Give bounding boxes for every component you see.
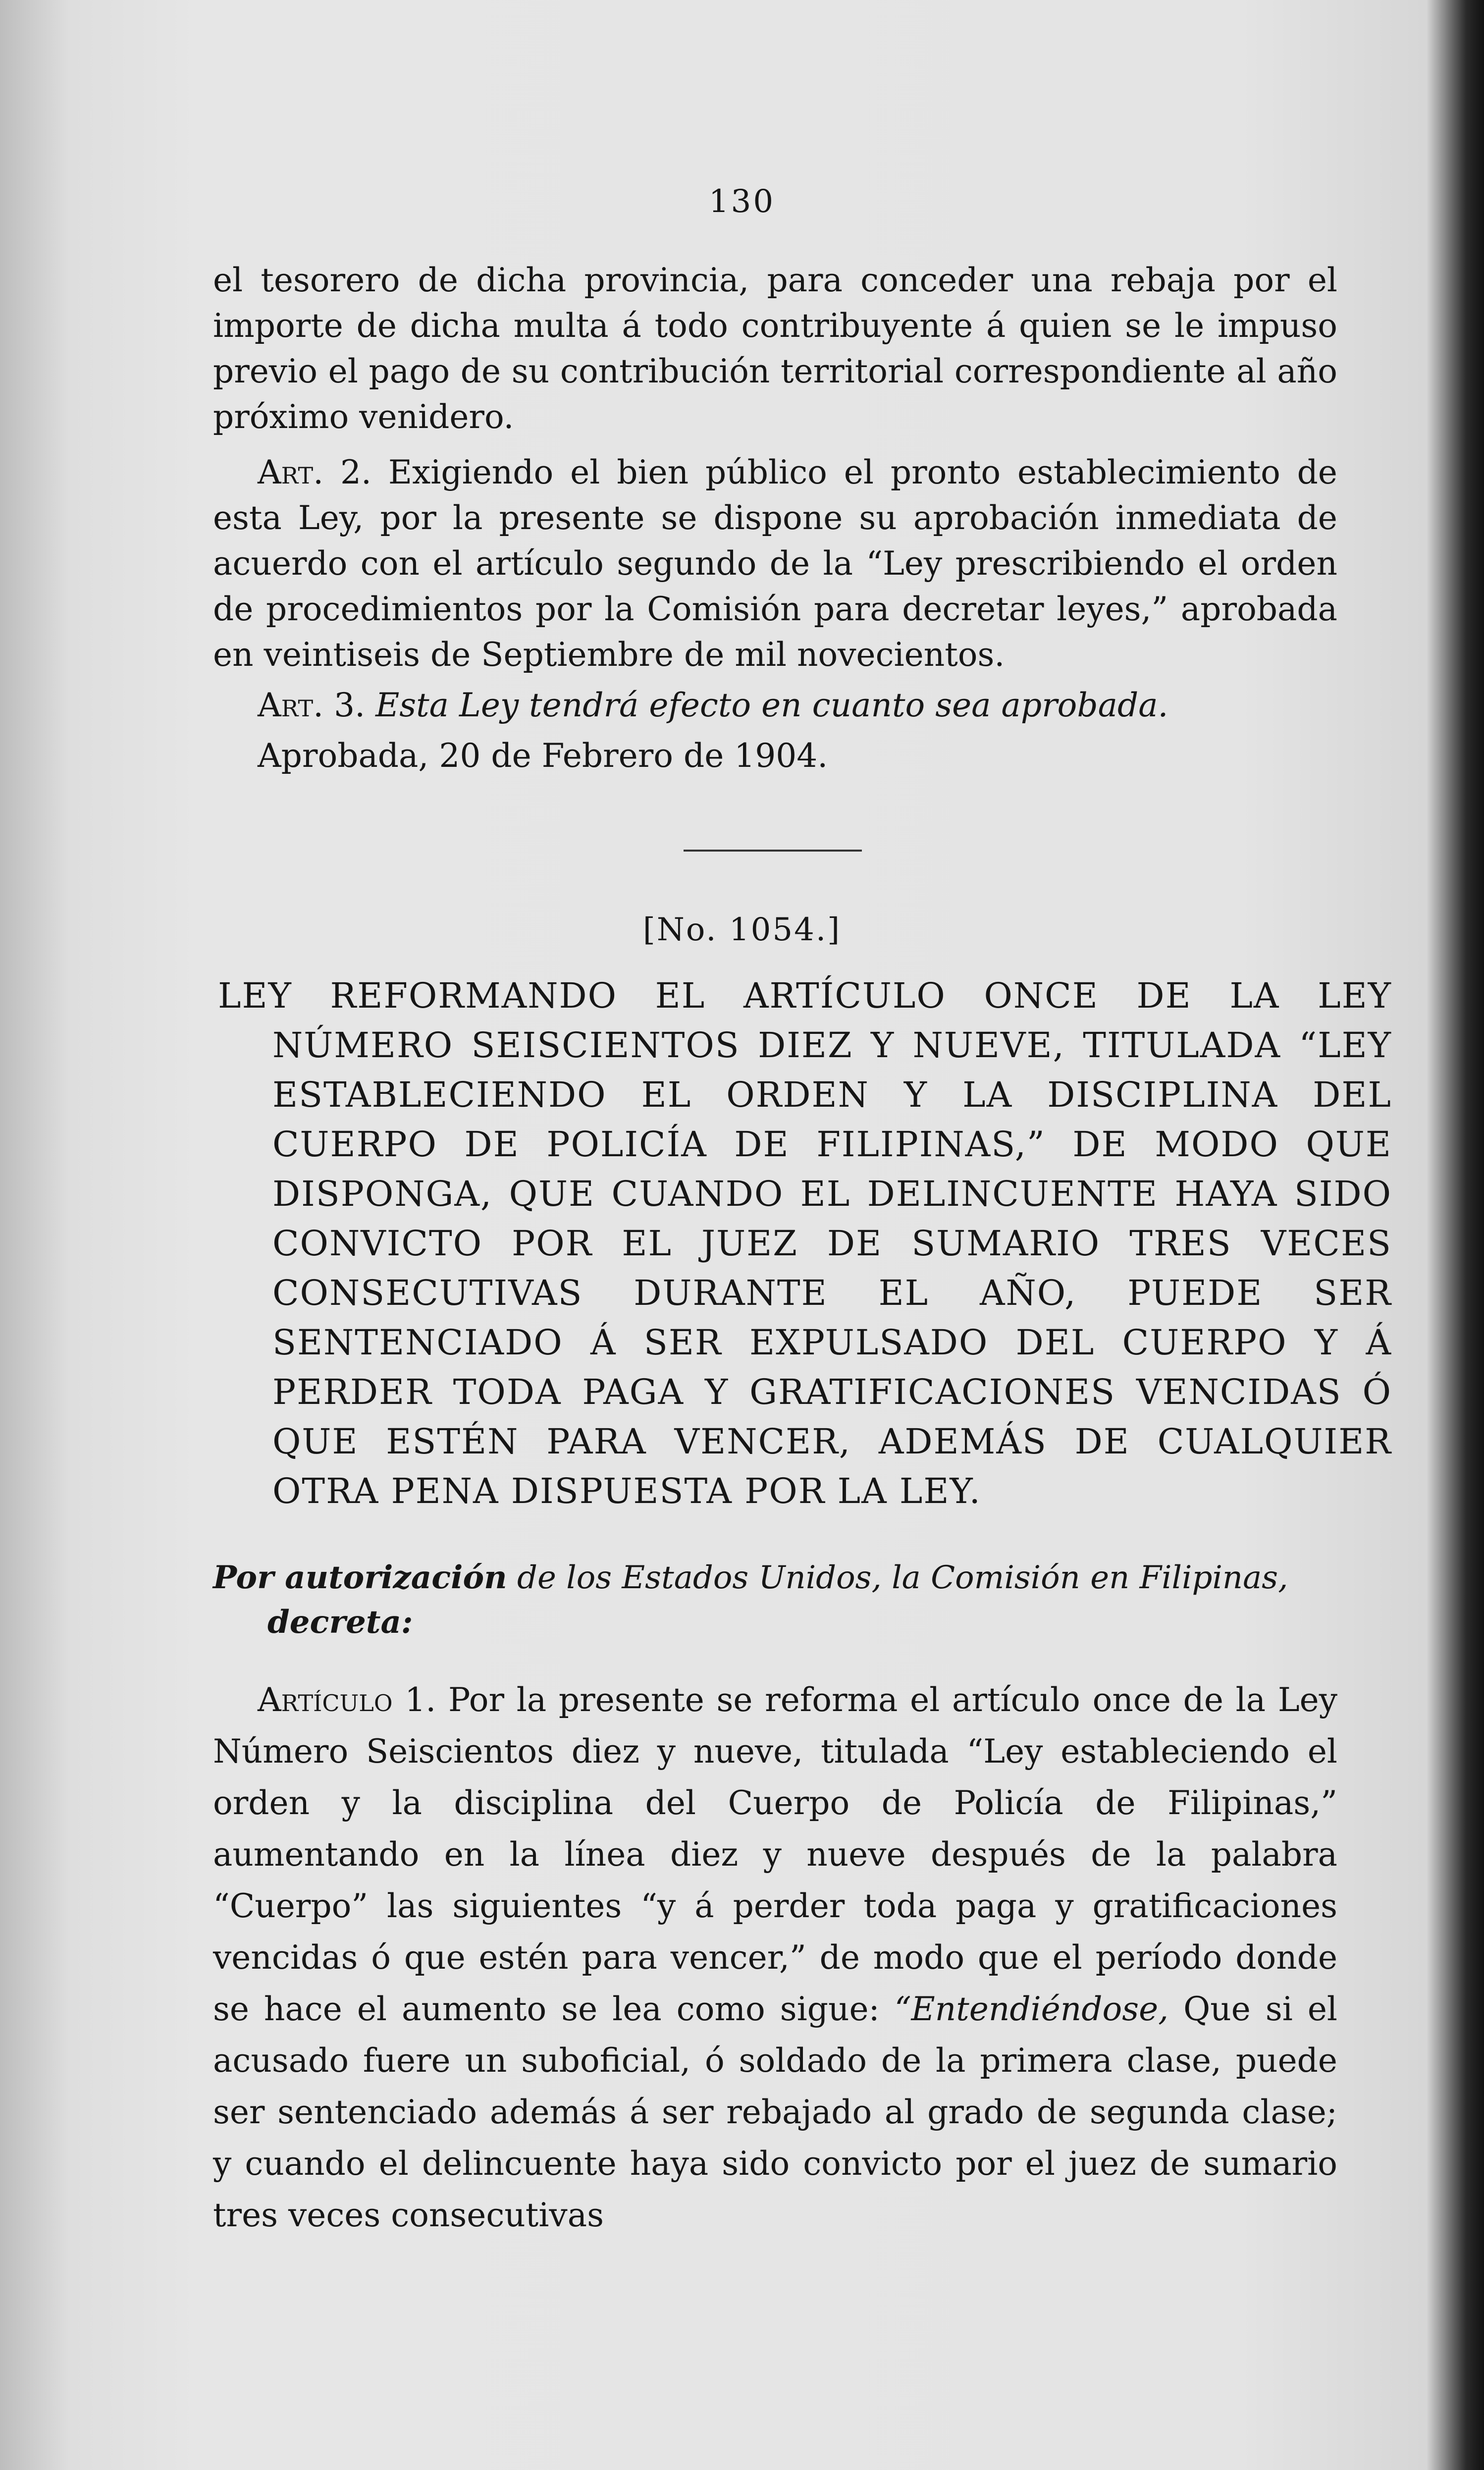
article-2-paragraph	[213, 450, 1337, 678]
page-number: 130	[708, 183, 776, 220]
article-1-text-b: Que si el acusado fuere un suboficial, ó soldado de la primera clase, puede ser sentenciado además á ser rebajado al grado de segunda clase; y cuando el delincuente haya sido convicto por el juez de sumario tres veces consecutivas	[213, 1990, 1338, 2234]
approval-date: Aprobada, 20 de Febrero de 1904.	[258, 737, 828, 775]
article-1-paragraph	[213, 1674, 1337, 2241]
law-number: [No. 1054.]	[642, 912, 842, 948]
article-1-text-a: Por la presente se reforma el artículo once de la Ley Número Seiscientos diez y nueve, titulada “Ley estableciendo el orden y la disciplina del Cuerpo de Policía de Filipinas,” aumentando en la línea diez y nueve después de la palabra “Cuerpo” las siguientes “y á perder toda paga y gratificaciones vencidas ó que estén para vencer,” de modo que el período donde se hace el aumento se lea como sigue:	[213, 1681, 1338, 2028]
article-3-text: Esta Ley tendrá efecto en cuanto sea aprobada.	[375, 686, 1168, 724]
continuation-paragraph: el tesorero de dicha provincia, para conceder una rebaja por el importe de dicha multa á todo contribuyente á quien se le impuso previo el pago de su contribución territorial correspondiente al año próximo venidero.	[213, 261, 1337, 436]
article-2-text: Exigiendo el bien público el pronto establecimiento de esta Ley, por la presente se dispone su aprobación inmediata de acuerdo con el artículo segundo de la “Ley prescribiendo el orden de procedimientos por la Comisión para decretar leyes,” aprobada en veintiseis de Septiembre de mil novecientos.	[213, 453, 1337, 674]
decree-lead: Por autorización	[213, 1559, 507, 1596]
article-1-quote: “Entendiéndose,	[894, 1990, 1169, 2028]
top-section	[213, 258, 1337, 779]
decree-rest: de los Estados Unidos, la Comisión en Filipinas,	[517, 1559, 1288, 1596]
article-2-label: Art. 2.	[258, 453, 371, 491]
decree-end: decreta:	[267, 1604, 413, 1641]
decree-line	[213, 1556, 1392, 1645]
section-divider	[684, 850, 862, 852]
article-3-label: Art. 3.	[258, 686, 366, 724]
law-title: LEY REFORMANDO EL ARTÍCULO ONCE DE LA LEY NÚMERO SEISCIENTOS DIEZ Y NUEVE, TITULADA “LEY ESTABLECIENDO EL ORDEN Y LA DISCIPLINA DEL CUERPO DE POLICÍA DE FILIPINAS,” DE MODO QUE DISPONGA, QUE CUANDO EL DELINCUENTE HAYA SIDO CONVICTO POR EL JUEZ DE SUMARIO TRES VECES CONSECUTIVAS DURANTE EL AÑO, PUEDE SER SENTENCIADO Á SER EXPULSADO DEL CUERPO Y Á PERDER TODA PAGA Y GRATIFICACIONES VENCIDAS Ó QUE ESTÉN PARA VENCER, ADEMÁS DE CUALQUIER OTRA PENA DISPUESTA POR LA LEY.	[218, 975, 1392, 1511]
article-3-paragraph	[213, 683, 1337, 728]
article-1-label: Artículo 1.	[258, 1681, 436, 1719]
